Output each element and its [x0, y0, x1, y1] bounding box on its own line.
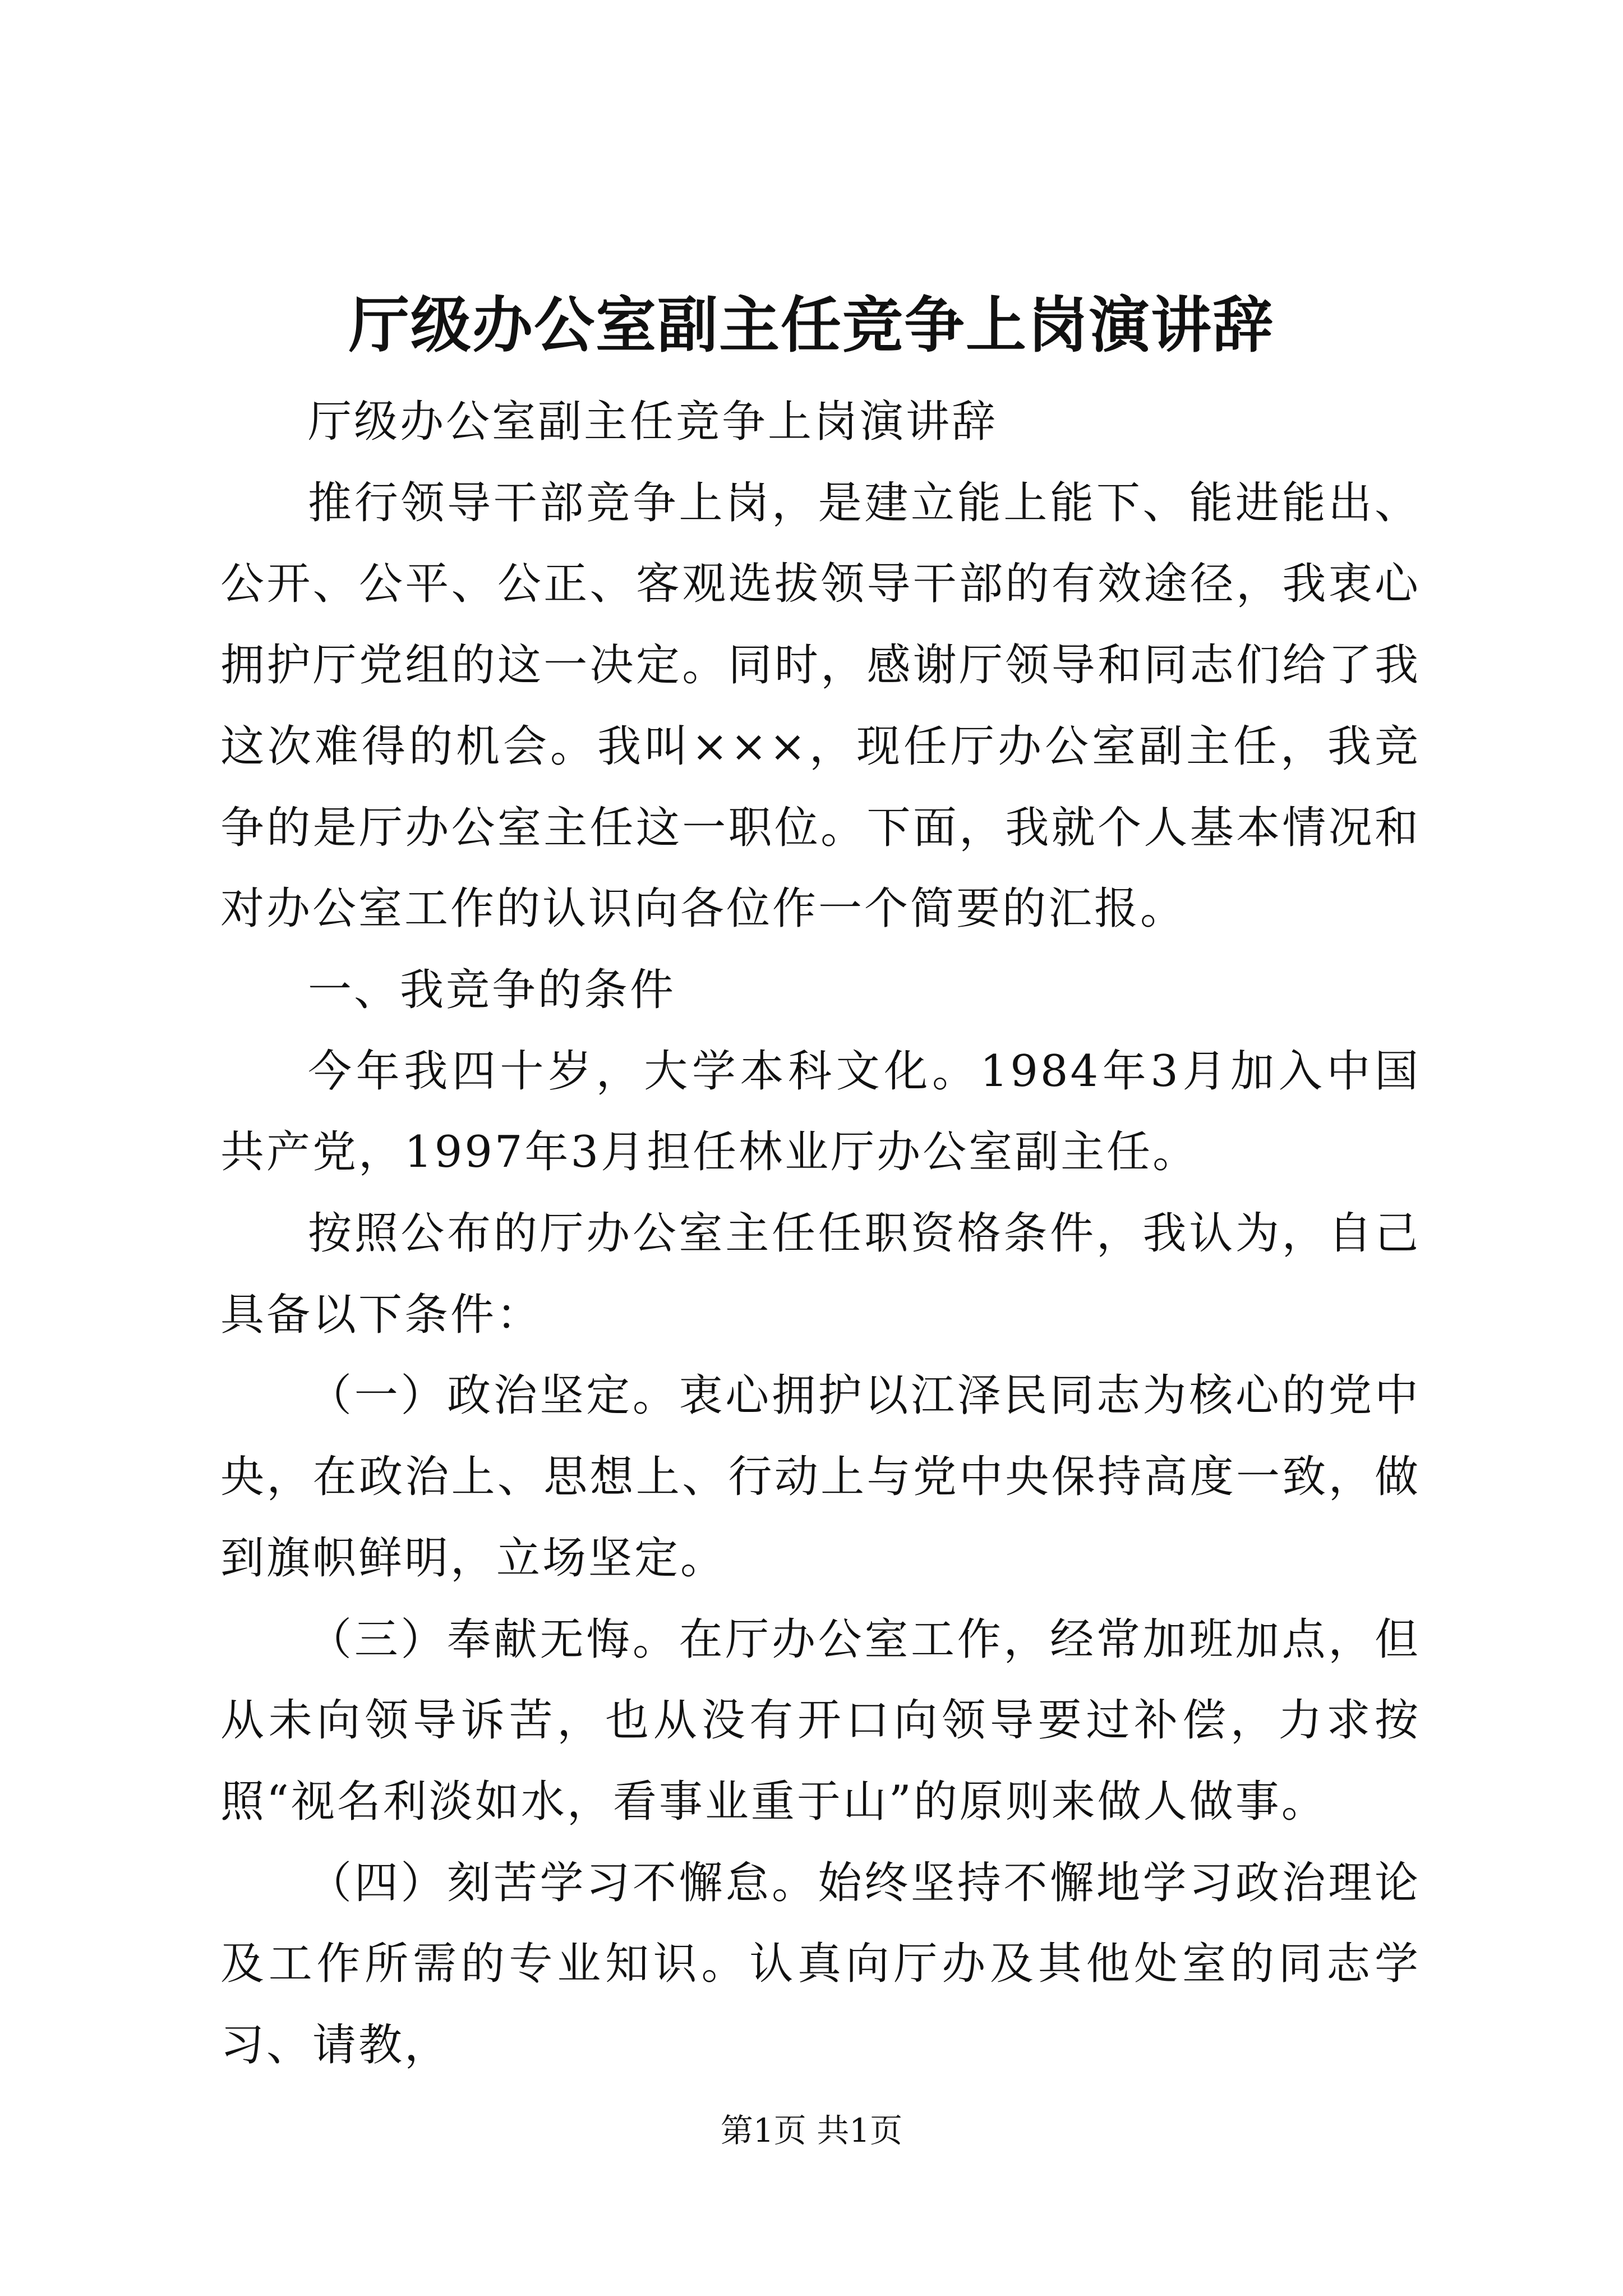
paragraph-subtitle: 厅级办公室副主任竞争上岗演讲辞 — [308, 397, 998, 447]
paragraph-background: 今年我四十岁，大学本科文化。1984年3月加入中国共产党，1997年3月担任林业厅办公室副主任。 — [220, 1046, 1421, 1178]
paragraph-intro: 推行领导干部竞争上岗，是建立能上能下、能进能出、公开、公平、公正、客观选拔领导干部的有效途径，我衷心拥护厅党组的这一决定。同时，感谢厅领导和同志们给了我这次难得的机会。我叫×××，现任厅办公室副主任，我竞争的是厅办公室主任这一职位。下面，我就个人基本情况和对办公室工作的认识向各位作一个简要的汇报。 — [220, 477, 1421, 935]
paragraph-item-4: （四）刻苦学习不懈怠。始终坚持不懈地学习政治理论及工作所需的专业知识。认真向厅办及其他处室的同志学习、请教， — [220, 1857, 1421, 2071]
document-title: 厅级办公室副主任竞争上岗演讲辞 — [348, 290, 1274, 361]
paragraph-item-1: （一）政治坚定。衷心拥护以江泽民同志为核心的党中央，在政治上、思想上、行动上与党中央保持高度一致，做到旗帜鲜明，立场坚定。 — [220, 1370, 1421, 1584]
section-heading: 一、我竞争的条件 — [308, 964, 676, 1015]
paragraph-qualifications: 按照公布的厅办公室主任任职资格条件，我认为，自己具备以下条件： — [220, 1208, 1421, 1340]
document-body — [220, 381, 1421, 2086]
page-footer: 第1页 共1页 — [720, 2111, 903, 2150]
paragraph-item-3: （三）奉献无悔。在厅办公室工作，经常加班加点，但从未向领导诉苦，也从没有开口向领导要过补偿，力求按照“视名利淡如水，看事业重于山”的原则来做人做事。 — [220, 1614, 1421, 1827]
